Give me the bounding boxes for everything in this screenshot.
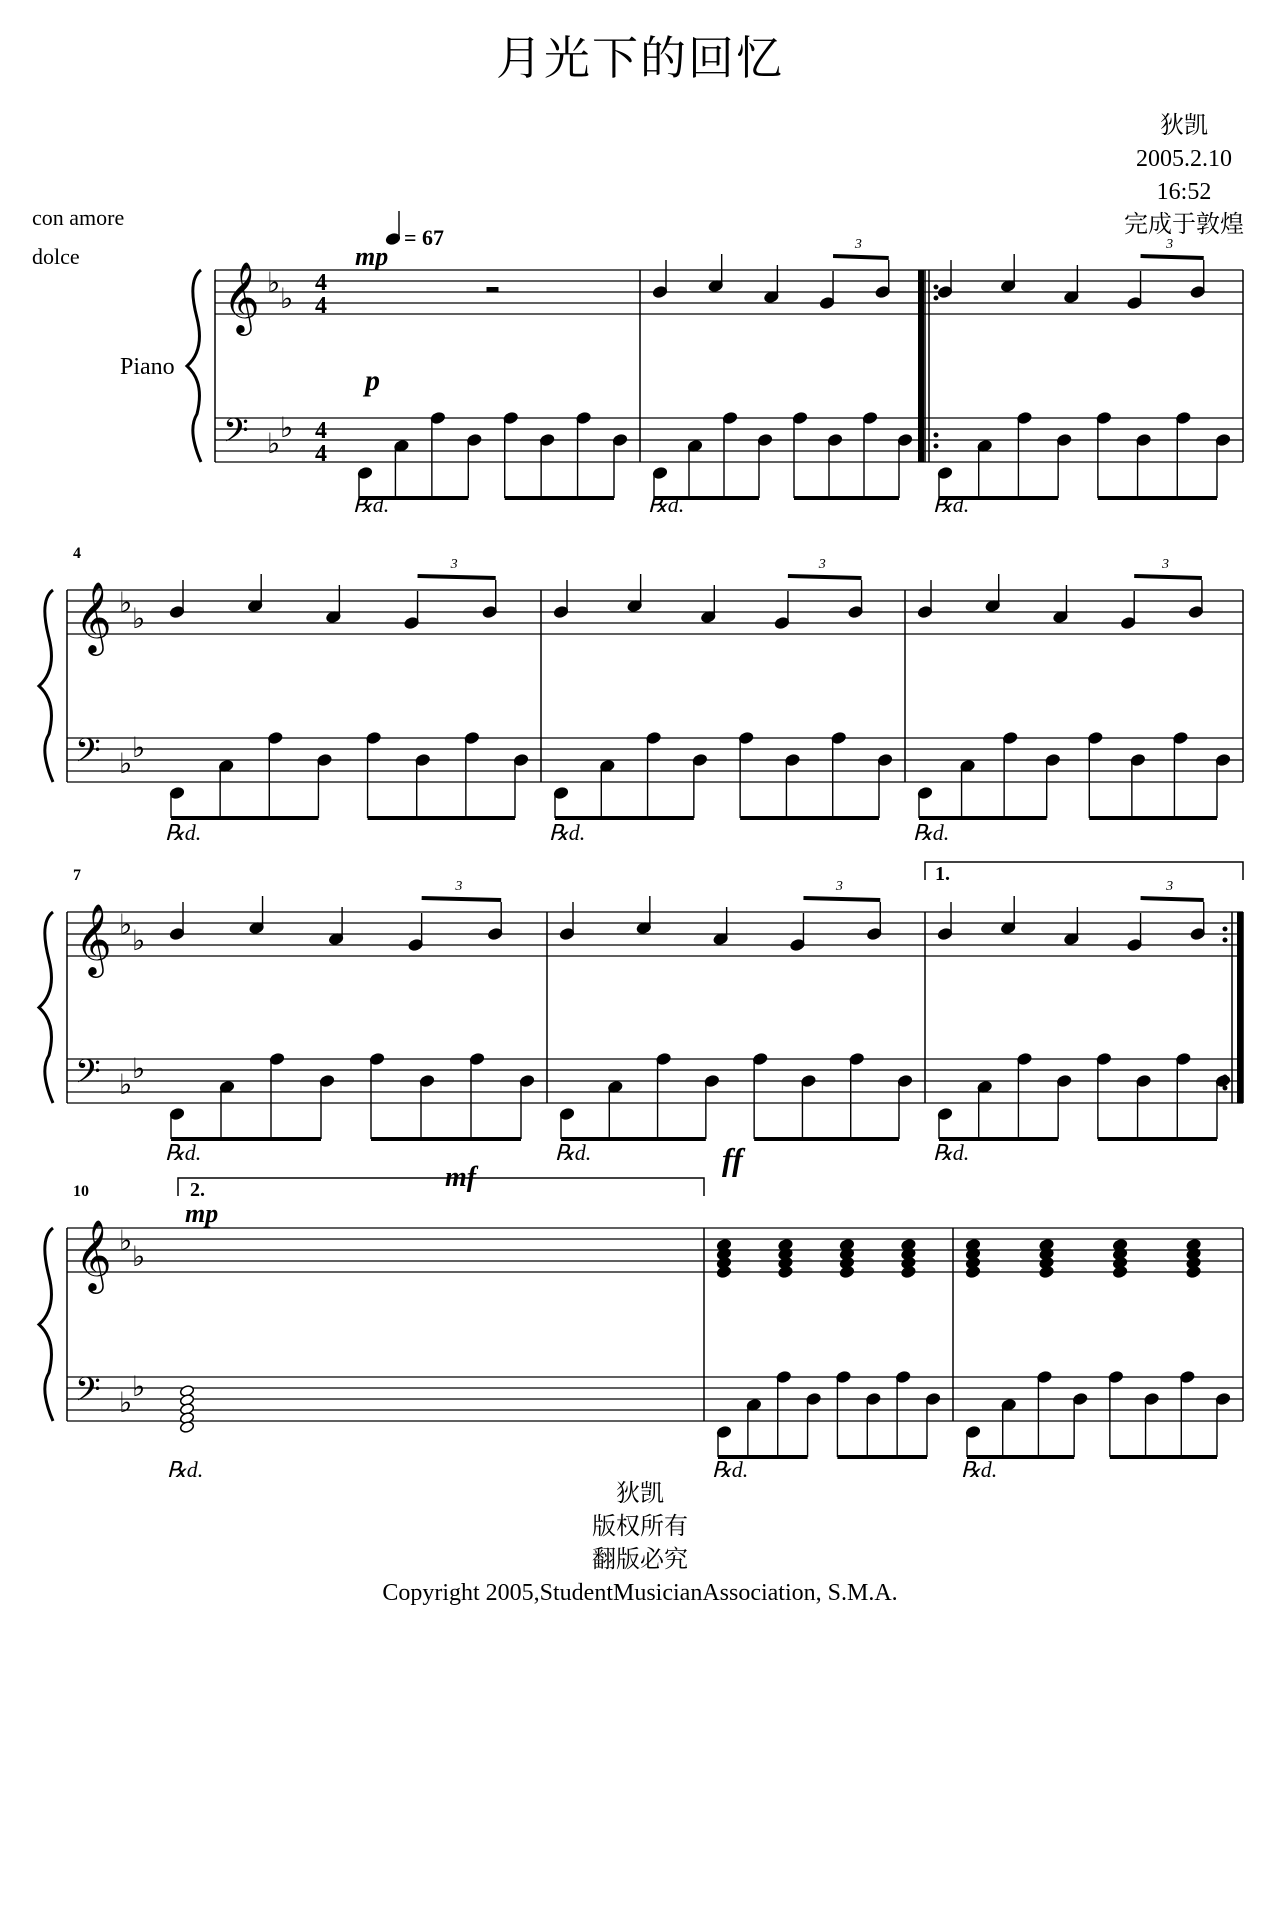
dynamic-mp: mp	[355, 242, 389, 271]
beam	[833, 256, 889, 258]
treble-clef-icon: 𝄞	[223, 264, 260, 332]
half-rest	[487, 287, 499, 292]
bass-clef-icon: 𝄢	[223, 412, 249, 457]
beam	[788, 576, 862, 578]
tuplet-number: 3	[818, 557, 826, 572]
beam	[1134, 576, 1202, 578]
pedal-mark: ℞d.	[167, 1457, 204, 1482]
repeat-dot	[1223, 1086, 1228, 1091]
beam	[803, 898, 880, 900]
bass-clef-icon: 𝄢	[75, 732, 101, 777]
repeat-dot	[934, 285, 939, 290]
tuplet-number: 3	[1166, 237, 1174, 252]
tuplet-number: 3	[1162, 557, 1170, 572]
flat-icon: ♭	[132, 733, 146, 764]
tuplet-number: 3	[455, 879, 463, 894]
pedal-mark: ℞d.	[648, 492, 685, 517]
pedal-mark: ℞d.	[913, 820, 950, 845]
composition-date: 2005.2.10	[1136, 146, 1232, 172]
dynamic-mf: mf	[445, 1162, 477, 1193]
pedal-mark: ℞d.	[933, 492, 970, 517]
brace-icon	[187, 270, 201, 462]
footer	[0, 1478, 1280, 1610]
bass-staff	[67, 1377, 1243, 1421]
measure-number: 4	[73, 545, 81, 562]
repeat-dot	[934, 444, 939, 449]
pedal-mark: ℞d.	[961, 1457, 998, 1482]
flat-icon: ♭	[132, 1372, 146, 1403]
beam	[418, 576, 496, 578]
composition-place: 完成于敦煌	[1124, 212, 1244, 238]
pedal-mark: ℞d.	[712, 1457, 749, 1482]
flat-icon: ♭	[267, 268, 281, 299]
pedal-mark: ℞d.	[165, 1140, 202, 1165]
beam	[1141, 898, 1204, 900]
time-signature-bottom: 4	[315, 441, 327, 467]
expression-con-amore: con amore	[32, 205, 125, 230]
flat-icon: ♭	[132, 926, 146, 957]
time-signature-top: 4	[315, 418, 327, 444]
treble-staff	[215, 270, 1243, 314]
bass-clef-icon: 𝄢	[75, 1371, 101, 1416]
treble-staff	[67, 912, 1243, 956]
tuplet-number: 3	[854, 237, 862, 252]
treble-staff	[67, 1228, 1243, 1272]
dynamic-mp: mp	[185, 1199, 219, 1228]
repeat-dot	[1223, 1075, 1228, 1080]
tuplet-number: 3	[1166, 879, 1174, 894]
dynamic-p: p	[365, 364, 380, 397]
repeat-barline	[1237, 912, 1243, 1103]
composer-name: 狄凯	[1160, 113, 1208, 139]
instrument-label: Piano	[120, 354, 175, 380]
first-ending-bracket	[925, 862, 1243, 880]
flat-icon: ♭	[280, 284, 294, 315]
treble-clef-icon: 𝄞	[75, 906, 112, 974]
repeat-dot	[1223, 927, 1228, 932]
tuplet-number: 3	[835, 879, 843, 894]
footer-copyright: Copyright 2005,StudentMusicianAssociation, S.M.A.	[382, 1580, 898, 1606]
pedal-mark: ℞d.	[933, 1140, 970, 1165]
flat-icon: ♭	[119, 749, 133, 780]
measure-number: 7	[73, 867, 81, 884]
tuplet-number: 3	[450, 557, 458, 572]
score-title: 月光下的回忆	[496, 31, 784, 85]
expression-dolce: dolce	[32, 244, 80, 269]
flat-icon: ♭	[119, 588, 133, 619]
second-ending-bracket	[178, 1178, 704, 1196]
flat-icon: ♭	[132, 604, 146, 635]
repeat-dot	[934, 296, 939, 301]
brace-icon	[39, 1228, 53, 1421]
footer-rights: 版权所有	[592, 1514, 688, 1540]
pedal-mark: ℞d.	[555, 1140, 592, 1165]
treble-clef-icon: 𝄞	[75, 584, 112, 652]
flat-icon: ♭	[119, 910, 133, 941]
repeat-barline	[918, 270, 924, 462]
treble-clef-icon: 𝄞	[75, 1222, 112, 1290]
tempo-marking: = 67	[404, 225, 445, 250]
first-ending-label: 1.	[935, 863, 950, 885]
repeat-dot	[1223, 938, 1228, 943]
bass-staff	[215, 418, 1243, 462]
beam	[1141, 256, 1204, 258]
pedal-mark: ℞d.	[165, 820, 202, 845]
flat-icon: ♭	[119, 1388, 133, 1419]
repeat-dot	[934, 433, 939, 438]
footer-composer: 狄凯	[616, 1481, 664, 1507]
brace-icon	[39, 912, 53, 1103]
bass-clef-icon: 𝄢	[75, 1053, 101, 1098]
second-ending-label: 2.	[190, 1179, 205, 1201]
time-signature-bottom: 4	[315, 293, 327, 319]
flat-icon: ♭	[267, 429, 281, 460]
measure-number: 10	[73, 1183, 89, 1200]
pedal-mark: ℞d.	[549, 820, 586, 845]
beam	[422, 898, 502, 900]
brace-icon	[39, 590, 53, 782]
flat-icon: ♭	[280, 413, 294, 444]
pedal-mark: ℞d.	[353, 492, 390, 517]
flat-icon: ♭	[119, 1070, 133, 1101]
footer-no-copy: 翻版必究	[592, 1547, 688, 1573]
flat-icon: ♭	[132, 1242, 146, 1273]
composition-time: 16:52	[1156, 179, 1212, 205]
flat-icon: ♭	[119, 1226, 133, 1257]
dynamic-ff: ff	[722, 1141, 743, 1177]
flat-icon: ♭	[132, 1054, 146, 1085]
bass-staff	[67, 738, 1243, 782]
time-signature-top: 4	[315, 270, 327, 296]
